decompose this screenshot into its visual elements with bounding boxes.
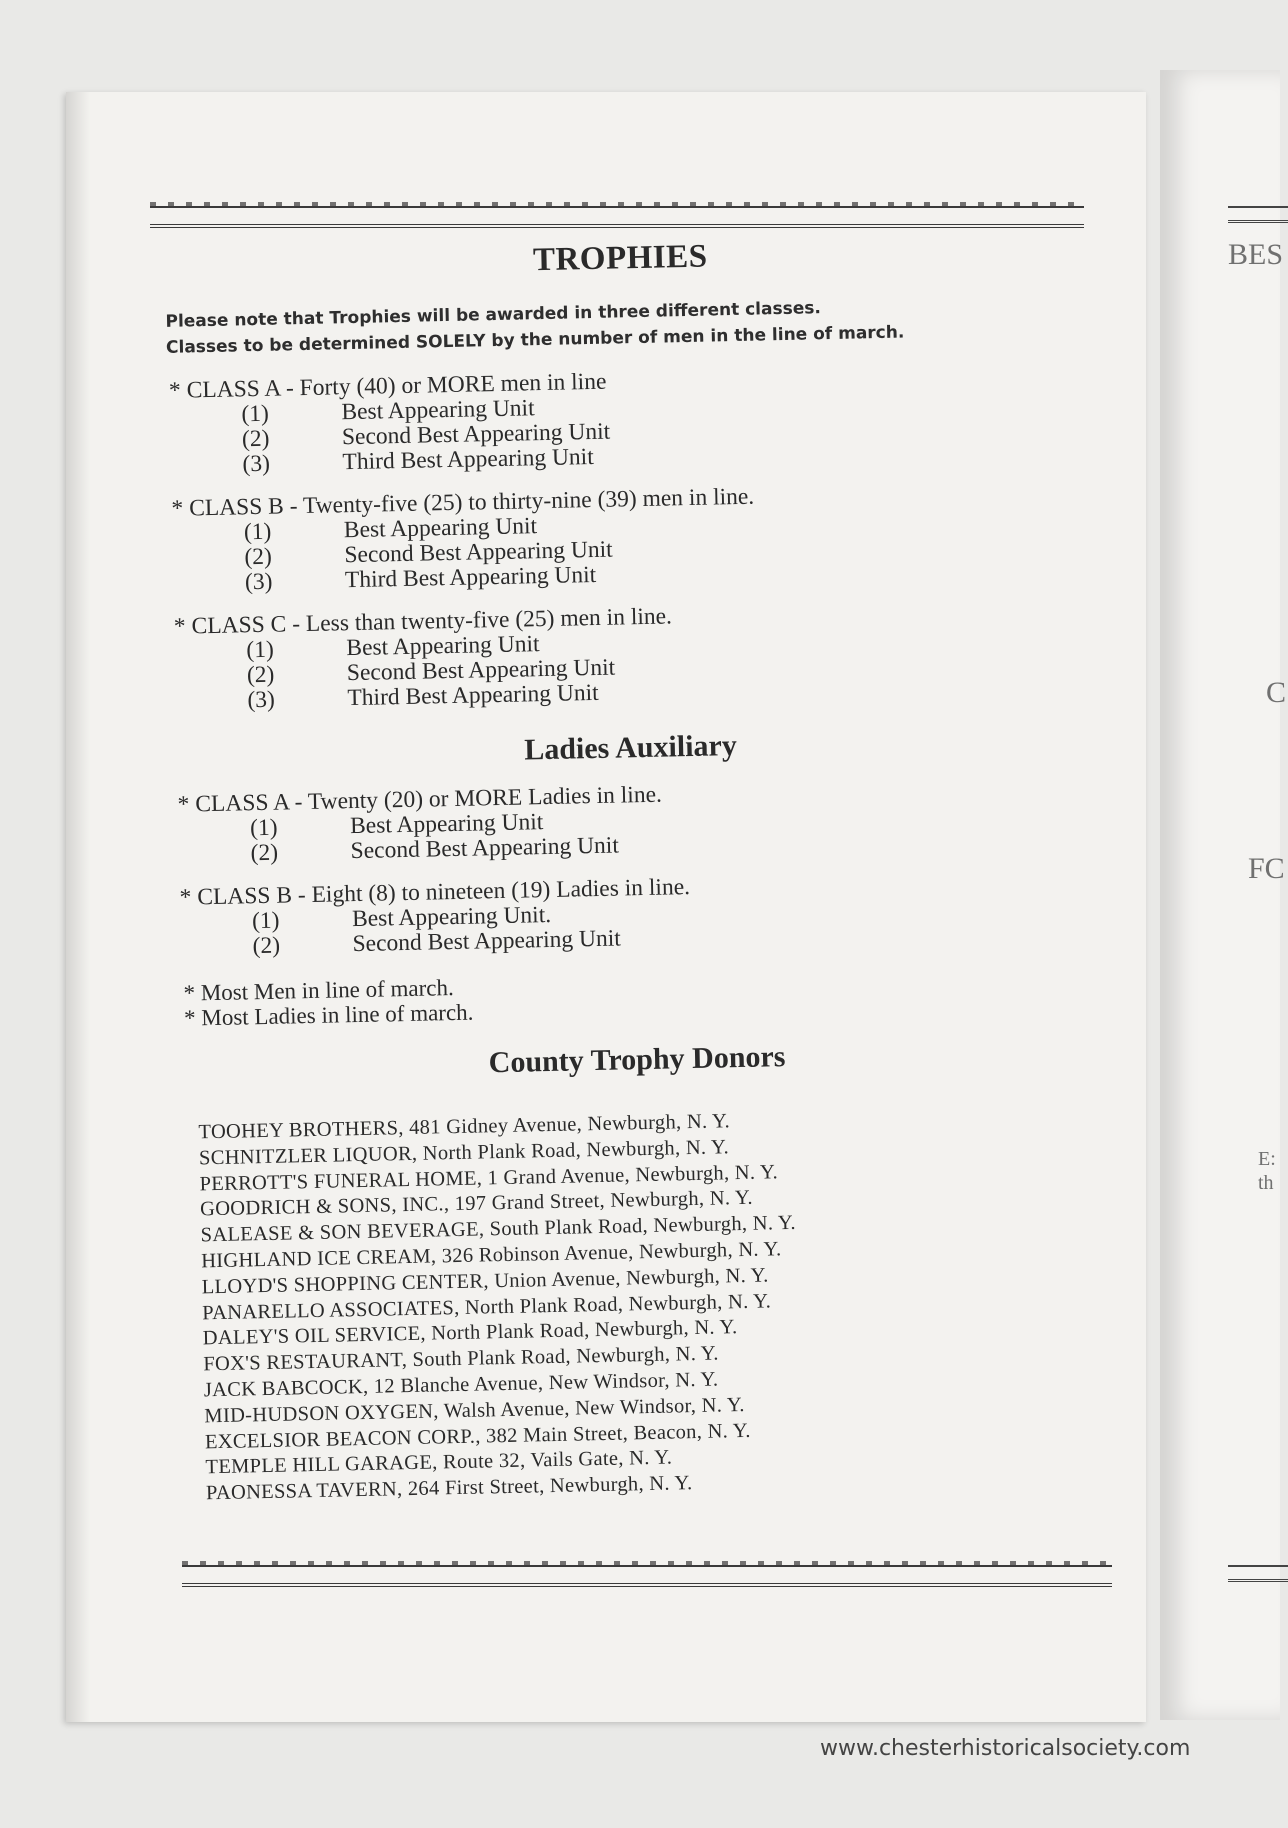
website-watermark: www.chesterhistoricalsociety.com — [820, 1736, 1191, 1761]
donor-item: HIGHLAND ICE CREAM, 326 Robinson Avenue, Newburgh, N. Y. — [200, 1238, 782, 1273]
donor-item: FOX'S RESTAURANT, South Plank Road, Newburgh, N. Y. — [203, 1342, 719, 1376]
donor-item: GOODRICH & SONS, INC., 197 Grand Street, Newburgh, N. Y. — [199, 1187, 754, 1221]
asterisk: * — [171, 495, 184, 522]
donor-item: TEMPLE HILL GARAGE, Route 32, Vails Gate, N. Y. — [205, 1446, 673, 1479]
award-row: (3) Third Best Appearing Unit — [247, 679, 599, 714]
asterisk: * — [183, 980, 196, 1006]
donor-item: PERROTT'S FUNERAL HOME, 1 Grand Avenue, Newburgh, N. Y. — [199, 1160, 779, 1195]
donor-item: DALEY'S OIL SERVICE, North Plank Road, Newburgh, N. Y. — [202, 1316, 738, 1350]
donor-item: TOOHEY BROTHERS, 481 Gidney Avenue, Newburgh, N. Y. — [198, 1110, 731, 1144]
donor-item: PAONESSA TAVERN, 264 First Street, Newburgh, N. Y. — [205, 1472, 693, 1505]
facing-page-fragment: C — [1266, 676, 1287, 709]
award-row: (1) Best Appearing Unit. — [251, 901, 552, 935]
award-row: (3) Third Best Appearing Unit — [242, 443, 594, 478]
facing-page-fragment: FC — [1248, 852, 1285, 885]
class-label: CLASS B - Eight (8) to nineteen (19) Ladies in line. — [197, 874, 691, 911]
facing-page-border-top — [1228, 206, 1288, 223]
donor-item: EXCELSIOR BEACON CORP., 382 Main Street, Beacon, N. Y. — [204, 1419, 751, 1453]
most-in-line-awards — [183, 962, 1096, 1031]
page-content — [160, 231, 1106, 1508]
class-label: CLASS A - Forty (40) or MORE men in line — [186, 368, 607, 404]
award-row: (1) Best Appearing Unit — [249, 809, 544, 842]
award-row: (2) Second Best Appearing Unit — [250, 832, 620, 867]
award-row: (1) Best Appearing Unit — [243, 513, 538, 546]
award-row: (3) Third Best Appearing Unit — [244, 561, 597, 596]
asterisk: * — [183, 1005, 196, 1031]
facing-page-border-bottom — [1228, 1565, 1288, 1582]
donor-item: MID-HUDSON OXYGEN, Walsh Avenue, New Windsor, N. Y. — [204, 1393, 745, 1428]
asterisk: * — [168, 377, 181, 404]
ladies-auxiliary-heading: Ladies Auxiliary — [523, 729, 738, 767]
note-line: Please note that Trophies will be awarded in three different classes. — [165, 298, 822, 332]
class-label: CLASS C - Less than twenty-five (25) men in line. — [191, 603, 673, 640]
donor-item: SCHNITZLER LIQUOR, North Plank Road, Newburgh, N. Y. — [198, 1136, 730, 1170]
award-row: (2) Second Best Appearing Unit — [241, 418, 611, 453]
ladies-class-a — [171, 774, 1092, 868]
class-label: CLASS B - Twenty-five (25) to thirty-nine (39) men in line. — [188, 483, 755, 522]
facing-page-fragment: th — [1258, 1172, 1274, 1194]
decorative-border-top — [150, 206, 1084, 228]
asterisk: * — [173, 613, 186, 640]
most-line: Most Ladies in line of march. — [201, 999, 474, 1031]
page-title: TROPHIES — [532, 238, 708, 279]
most-line: Most Men in line of march. — [200, 975, 454, 1006]
donor-item: JACK BABCOCK, 12 Blanche Avenue, New Windsor, N. Y. — [203, 1368, 719, 1402]
donor-item: LLOYD'S SHOPPING CENTER, Union Avenue, Newburgh, N. Y. — [201, 1264, 769, 1299]
facing-page-fragment: E: — [1258, 1148, 1276, 1170]
donor-item: SALEASE & SON BEVERAGE, South Plank Road, Newburgh, N. Y. — [200, 1212, 797, 1247]
class-label: CLASS A - Twenty (20) or MORE Ladies in line. — [195, 781, 663, 818]
men-class-c — [168, 596, 1090, 715]
decorative-border-bottom — [182, 1565, 1112, 1587]
donor-item: PANARELLO ASSOCIATES, North Plank Road, Newburgh, N. Y. — [202, 1290, 772, 1324]
award-row: (2) Second Best Appearing Unit — [246, 654, 616, 689]
asterisk: * — [177, 791, 190, 818]
donors-heading: County Trophy Donors — [488, 1040, 786, 1080]
award-row: (2) Second Best Appearing Unit — [252, 925, 622, 960]
facing-page — [1160, 70, 1287, 1720]
facing-page-fragment: BES — [1228, 238, 1284, 271]
award-row: (1) Best Appearing Unit — [241, 395, 535, 428]
ladies-class-b — [173, 867, 1094, 961]
trophy-note — [165, 290, 1082, 361]
award-row: (2) Second Best Appearing Unit — [244, 536, 613, 571]
note-line: Classes to be determined SOLELY by the number of men in the line of march. — [165, 322, 905, 358]
asterisk: * — [179, 884, 192, 911]
men-class-b — [165, 478, 1087, 597]
award-row: (1) Best Appearing Unit — [246, 631, 540, 664]
donor-list — [198, 1102, 1106, 1508]
men-class-a — [163, 360, 1085, 479]
